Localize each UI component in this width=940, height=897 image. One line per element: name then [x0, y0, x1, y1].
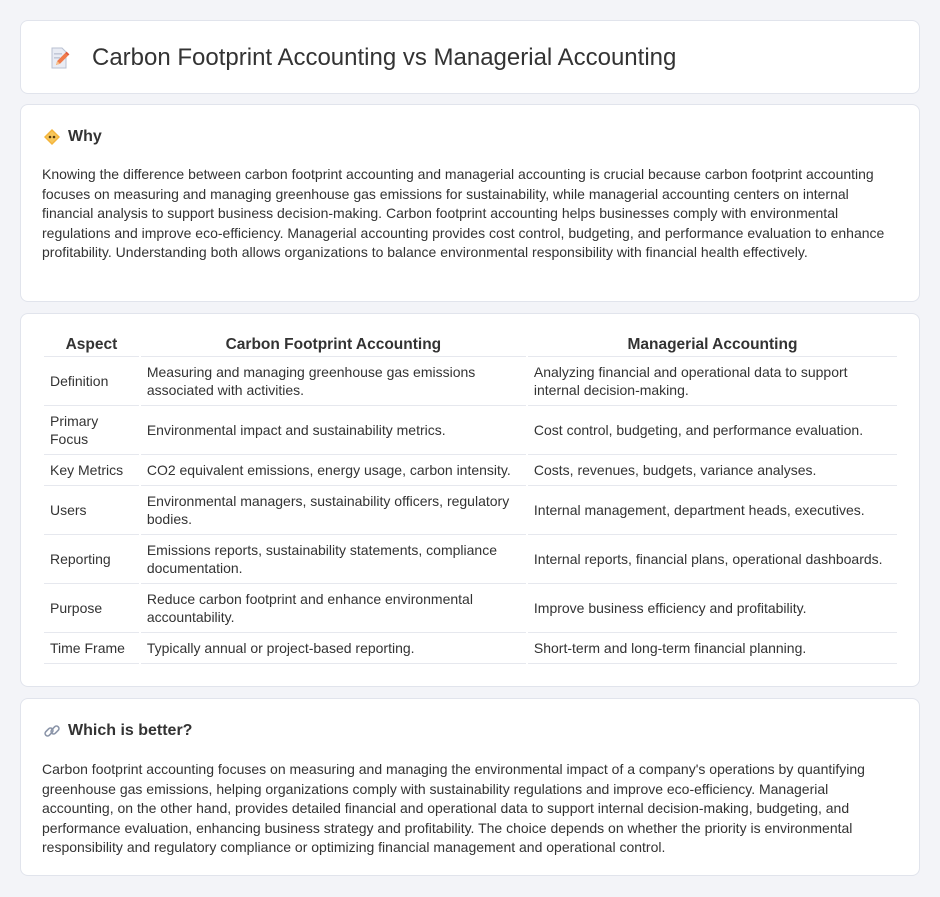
row-aspect: Primary Focus — [44, 406, 139, 455]
row-aspect: Key Metrics — [44, 455, 139, 486]
page-title: Carbon Footprint Accounting vs Managerial Accounting — [92, 44, 677, 71]
row-carbon: Measuring and managing greenhouse gas emissions associated with activities. — [141, 357, 526, 406]
header-aspect: Aspect — [44, 334, 139, 357]
why-heading: Why — [68, 128, 102, 145]
table-row — [44, 406, 897, 455]
comparison-table-card — [20, 313, 920, 687]
row-managerial: Analyzing financial and operational data to support internal decision-making. — [528, 357, 897, 406]
better-body: Carbon footprint accounting focuses on measuring and managing the environmental impact of a company's operations by quantifying greenhouse gas emissions, helping organizations comply with sustainability regulations and improve eco-efficiency. Managerial accounting, on the other hand, provides detailed financial and operational data to support internal decision-making, budgeting, and performance evaluation, enhancing business strategy and profitability. The choice depends on whether the priority is environmental responsibility and regulatory compliance or optimizing financial management and operational control. — [42, 761, 865, 855]
row-carbon: CO2 equivalent emissions, energy usage, carbon intensity. — [141, 455, 526, 486]
table-row — [44, 633, 897, 664]
header-managerial: Managerial Accounting — [528, 334, 897, 357]
row-carbon: Typically annual or project-based reporting. — [141, 633, 526, 664]
row-aspect: Reporting — [44, 535, 139, 584]
row-aspect: Time Frame — [44, 633, 139, 664]
row-aspect: Users — [44, 486, 139, 535]
why-heading-row — [43, 127, 102, 147]
comparison-table — [42, 334, 899, 664]
link-icon — [43, 722, 61, 740]
row-managerial: Internal management, department heads, executives. — [528, 486, 897, 535]
row-carbon: Environmental impact and sustainability metrics. — [141, 406, 526, 455]
better-heading-row — [43, 721, 192, 741]
row-carbon: Emissions reports, sustainability statements, compliance documentation. — [141, 535, 526, 584]
table-row — [44, 535, 897, 584]
row-managerial: Short-term and long-term financial planning. — [528, 633, 897, 664]
row-managerial: Cost control, budgeting, and performance evaluation. — [528, 406, 897, 455]
row-carbon: Environmental managers, sustainability officers, regulatory bodies. — [141, 486, 526, 535]
header-carbon: Carbon Footprint Accounting — [141, 334, 526, 357]
row-managerial: Costs, revenues, budgets, variance analyses. — [528, 455, 897, 486]
table-header-row — [44, 334, 897, 357]
why-body: Knowing the difference between carbon footprint accounting and managerial accounting is crucial because carbon footprint accounting focuses on measuring and managing greenhouse gas emissions for sustainability, while managerial accounting centers on internal financial analysis to support business decision-making. Carbon footprint accounting helps businesses comply with environmental regulations and improve eco-efficiency. Managerial accounting provides cost control, budgeting, and performance evaluation to enhance profitability. Understanding both allows organizations to balance environmental responsibility with financial health effectively. — [42, 166, 885, 260]
table-row — [44, 584, 897, 633]
better-heading: Which is better? — [68, 722, 193, 739]
which-better-section — [20, 698, 920, 876]
bolt-badge-icon — [43, 128, 61, 146]
row-carbon: Reduce carbon footprint and enhance environmental accountability. — [141, 584, 526, 633]
row-managerial: Internal reports, financial plans, operational dashboards. — [528, 535, 897, 584]
edit-document-icon — [47, 46, 71, 70]
table-row — [44, 486, 897, 535]
row-aspect: Definition — [44, 357, 139, 406]
title-card — [20, 20, 920, 94]
table-row — [44, 455, 897, 486]
row-aspect: Purpose — [44, 584, 139, 633]
row-managerial: Improve business efficiency and profitability. — [528, 584, 897, 633]
why-section — [20, 104, 920, 302]
table-row — [44, 357, 897, 406]
